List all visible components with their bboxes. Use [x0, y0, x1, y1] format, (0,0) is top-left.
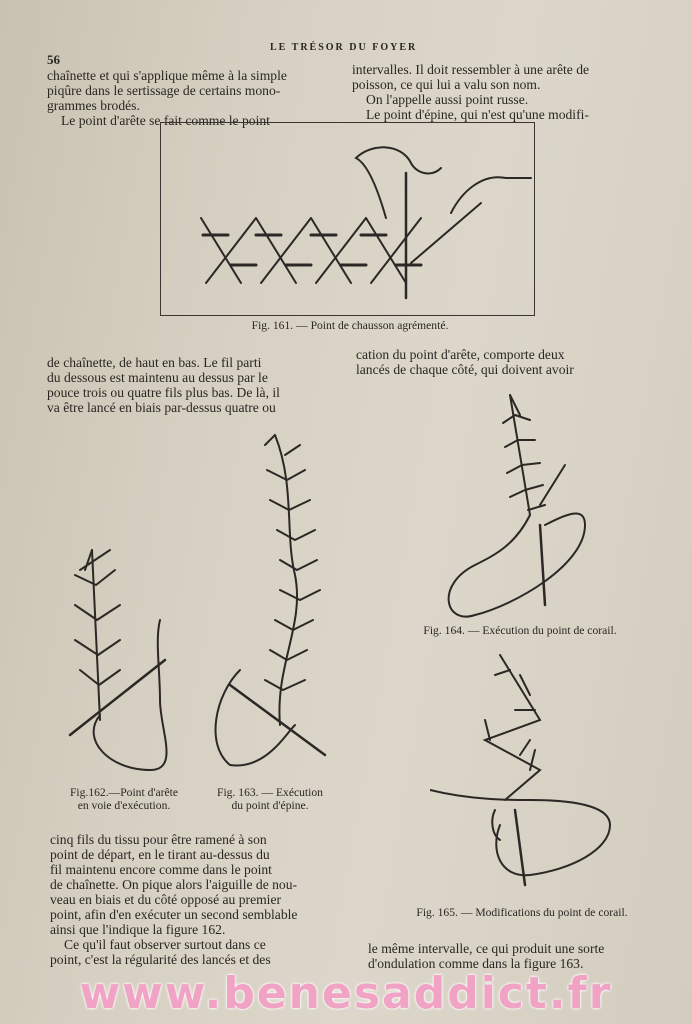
text-line: poisson, ce qui lui a valu son nom. [352, 77, 541, 92]
figure-161-illustration [161, 123, 533, 314]
column-left-mid [47, 355, 337, 415]
text-line: grammes brodés. [47, 98, 140, 113]
figure-165-illustration [430, 650, 630, 895]
column-left-top [47, 68, 337, 128]
caption-line: du point d'épine. [231, 799, 309, 812]
caption-fig165: Fig. 165. — Modifications du point de corail. [416, 906, 628, 919]
figure-162-illustration [60, 540, 180, 780]
text-line: Ce qu'il faut observer surtout dans ce [64, 937, 266, 952]
text-line: va être lancé en biais par-dessus quatre ou [47, 400, 276, 415]
text-line: veau en biais et du côté opposé au premier [50, 892, 282, 907]
caption-fig161: Fig. 161. — Point de chausson agrémenté. [251, 319, 449, 332]
figure-164-illustration [435, 385, 595, 620]
text-line: de chaînette, de haut en bas. Le fil parti [47, 355, 262, 370]
text-line: lancés de chaque côté, qui doivent avoir [356, 362, 574, 377]
text-line: Le point d'épine, qui n'est qu'une modifi- [366, 107, 589, 122]
column-right-mid [356, 347, 656, 377]
caption-line: en voie d'exécution. [77, 799, 171, 812]
caption-fig162 [44, 786, 204, 812]
text-line: cation du point d'arête, comporte deux [356, 347, 565, 362]
text-line: de chaînette. On pique alors l'aiguille de nou- [50, 877, 298, 892]
caption-fig163 [205, 786, 335, 812]
figure-161-frame [160, 122, 535, 316]
caption-line: Fig.162.—Point d'arête [69, 786, 179, 799]
text-line: cinq fils du tissu pour être ramené à son [50, 832, 267, 847]
text-line: point, afin d'en exécuter un second semblable [50, 907, 298, 922]
column-right-bottom [368, 941, 678, 971]
text-line: le même intervalle, ce qui produit une sorte [368, 941, 605, 956]
figure-163-illustration [205, 425, 335, 770]
text-line: pouce trois ou quatre fils plus bas. De là, il [47, 385, 280, 400]
text-line: point, c'est la régularité des lancés et des [50, 952, 271, 967]
column-right-top [352, 62, 652, 122]
text-line: d'ondulation comme dans la figure 163. [368, 956, 584, 971]
watermark: www.benesaddict.fr [79, 968, 613, 1019]
column-left-bottom [50, 832, 350, 967]
text-line: fil maintenu encore comme dans le point [50, 862, 272, 877]
text-line: intervalles. Il doit ressembler à une arête de [352, 62, 590, 77]
text-line: point de départ, en le tirant au-dessus du [50, 847, 270, 862]
text-line: piqûre dans le sertissage de certains mono- [47, 83, 281, 98]
text-line: chaînette et qui s'applique même à la simple [47, 68, 287, 83]
text-line: Le point d'arête se fait comme le point [61, 113, 270, 128]
caption-fig164: Fig. 164. — Exécution du point de corail. [423, 624, 617, 637]
caption-line: Fig. 163. — Exécution [217, 786, 323, 799]
running-title: LE TRÉSOR DU FOYER [270, 42, 418, 53]
text-line: ainsi que l'indique la figure 162. [50, 922, 226, 937]
text-line: du dessous est maintenu au dessus par le [47, 370, 268, 385]
text-line: On l'appelle aussi point russe. [366, 92, 529, 107]
page-number: 56 [47, 52, 60, 67]
